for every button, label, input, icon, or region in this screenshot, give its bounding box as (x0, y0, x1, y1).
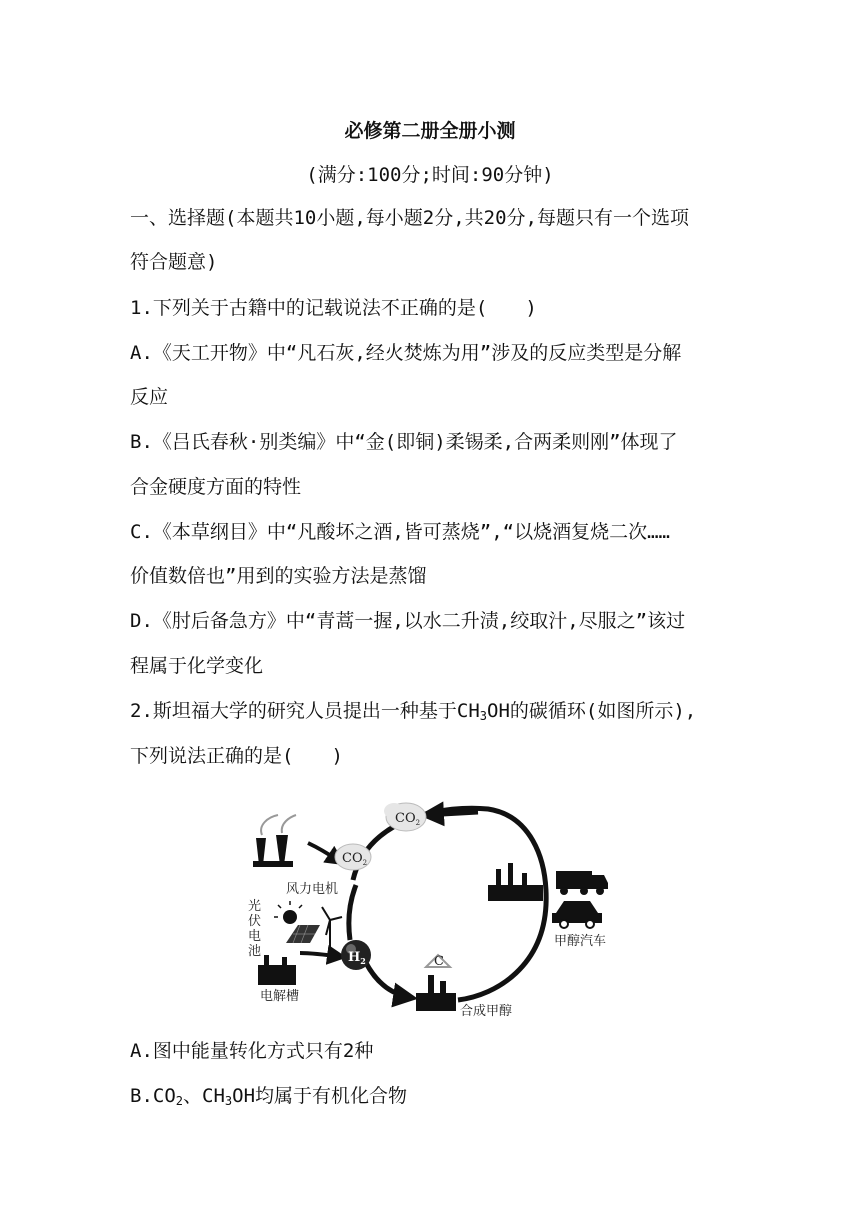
q2-stem: 2.斯坦福大学的研究人员提出一种基于$CH_3OH$的碳循环(如图所示), (130, 700, 697, 723)
arrow-energy-to-h2 (300, 953, 343, 957)
methanol-car-label: 甲醇汽车 (554, 934, 607, 949)
q1-option-c-cont: 价值数倍也”用到的实验方法是蒸馏 (130, 565, 427, 587)
arrow-to-top-co2 (424, 812, 478, 815)
q1-option-b: B.《吕氏春秋·别类编》中“金(即铜)柔锡柔,合两柔则刚”体现了 (130, 431, 678, 453)
car-icon (552, 901, 602, 928)
truck-icon (556, 871, 608, 895)
svg-text:CO2: $CO_2$ (342, 851, 368, 867)
methanol-synthesis-label: 合成甲醇 (460, 1004, 513, 1019)
h2-sphere-icon (341, 940, 371, 970)
q1-option-c: C.《本草纲目》中“凡酸坏之酒,皆可蒸烧”,“以烧酒复烧二次…… (130, 521, 670, 543)
score-time-note: (满分:100分;时间:90分钟) (306, 164, 554, 186)
methanol-plant-icon (416, 954, 456, 1011)
q1-option-b-cont: 合金硬度方面的特性 (130, 476, 302, 498)
section-heading: 一、选择题(本题共10小题,每小题2分,共20分,每题只有一个选项 (130, 207, 689, 229)
pv-label-1: 光 (248, 899, 262, 914)
section-heading-cont: 符合题意) (130, 251, 218, 273)
q2-option-a: A.图中能量转化方式只有2种 (130, 1040, 374, 1062)
q2-option-b: $B.CO_2$、$CH_3OH$均属于有机化合物 (130, 1085, 408, 1108)
page-title: 必修第二册全册小测 (344, 120, 516, 142)
q1-option-a: A.《天工开物》中“凡石灰,经火焚炼为用”涉及的反应类型是分解 (130, 342, 682, 364)
solar-panel-icon (274, 901, 320, 943)
arrow-h2-to-methanol (366, 963, 413, 998)
power-plant-icon (253, 815, 296, 867)
co2-cloud-left-icon (335, 844, 371, 870)
q2-stem-cont: 下列说法正确的是( ) (130, 745, 343, 767)
svg-text:CO2: $CO_2$ (395, 811, 421, 827)
q1-option-d: D.《肘后备急方》中“青蒿一握,以水二升渍,绞取汁,尽服之”该过 (130, 610, 686, 632)
q1-stem: 1.下列关于古籍中的记载说法不正确的是( ) (130, 297, 537, 319)
wind-turbine-icon (322, 907, 342, 950)
pv-label-2: 伏 (248, 914, 262, 929)
wind-turbine-label: 风力电机 (286, 882, 339, 897)
pv-label-3: 电 (248, 929, 262, 944)
cycle-arc-right (353, 808, 546, 1000)
refinery-icon (488, 863, 543, 901)
electrolyzer-icon (258, 955, 296, 985)
pv-label-4: 池 (248, 944, 262, 959)
svg-text:H2: $H_2$ (348, 950, 366, 966)
arrow-co2-to-h2 (349, 885, 356, 940)
electrolyzer-label: 电解槽 (260, 989, 300, 1004)
q1-option-d-cont: 程属于化学变化 (130, 655, 264, 677)
svg-text:C: C (434, 954, 444, 969)
carbon-cycle-figure (238, 795, 623, 1025)
q1-option-a-cont: 反应 (130, 386, 169, 408)
